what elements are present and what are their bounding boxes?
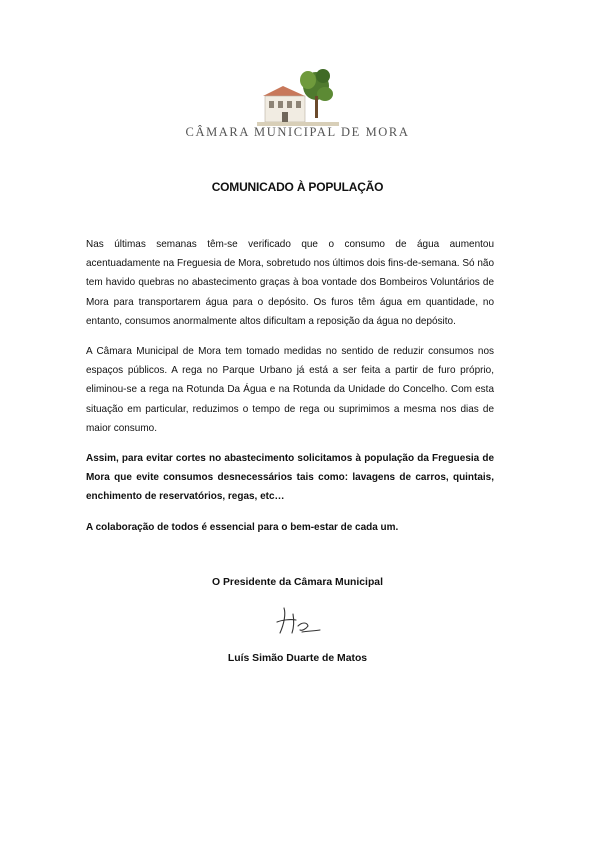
handwritten-signature-icon <box>272 600 324 640</box>
town-hall-tree-logo-icon <box>253 66 343 128</box>
org-name: CÂMARA MUNICIPAL DE MORA <box>185 125 410 139</box>
document-body <box>86 235 494 548</box>
header-logo <box>0 66 595 128</box>
paragraph-4: A colaboração de todos é essencial para o bem-estar de cada um. <box>86 521 399 533</box>
paragraph-2: A Câmara Municipal de Mora tem tomado medidas no sentido de reduzir consumos nos espaços públicos. A rega no Parque Urbano já está a ser feita a partir de furo próprio, eliminou-se a rega na Rotunda Da Água e na Rotunda da Unidade do Concelho. Com esta situação em particular, reduzimos o tempo de rega ou suprimimos a mesma nos dias de maior consumo. <box>86 346 494 434</box>
page-title: COMUNICADO À POPULAÇÃO <box>211 180 384 194</box>
signatory-name: Luís Simão Duarte de Matos <box>227 653 368 664</box>
signatory-role: O Presidente da Câmara Municipal <box>212 577 383 588</box>
paragraph-1: Nas últimas semanas têm-se verificado que o consumo de água aumentou acentuadamente na Freguesia de Mora, sobretudo nos últimos dois fins-de-semana. Só não tem havido quebras no abastecimento graças à boa vontade dos Bombeiros Voluntários de Mora para transportarem água para o depósito. Os furos têm água em quantidade, no entanto, consumos anormalmente altos dificultam a reposição da água no depósito. <box>86 239 494 327</box>
paragraph-3: Assim, para evitar cortes no abastecimento solicitamos à população da Freguesia de Mora que evite consumos desnecessários tais como: lavagens de carros, quintais, enchimento de reservatórios, regas, etc… <box>86 453 494 503</box>
